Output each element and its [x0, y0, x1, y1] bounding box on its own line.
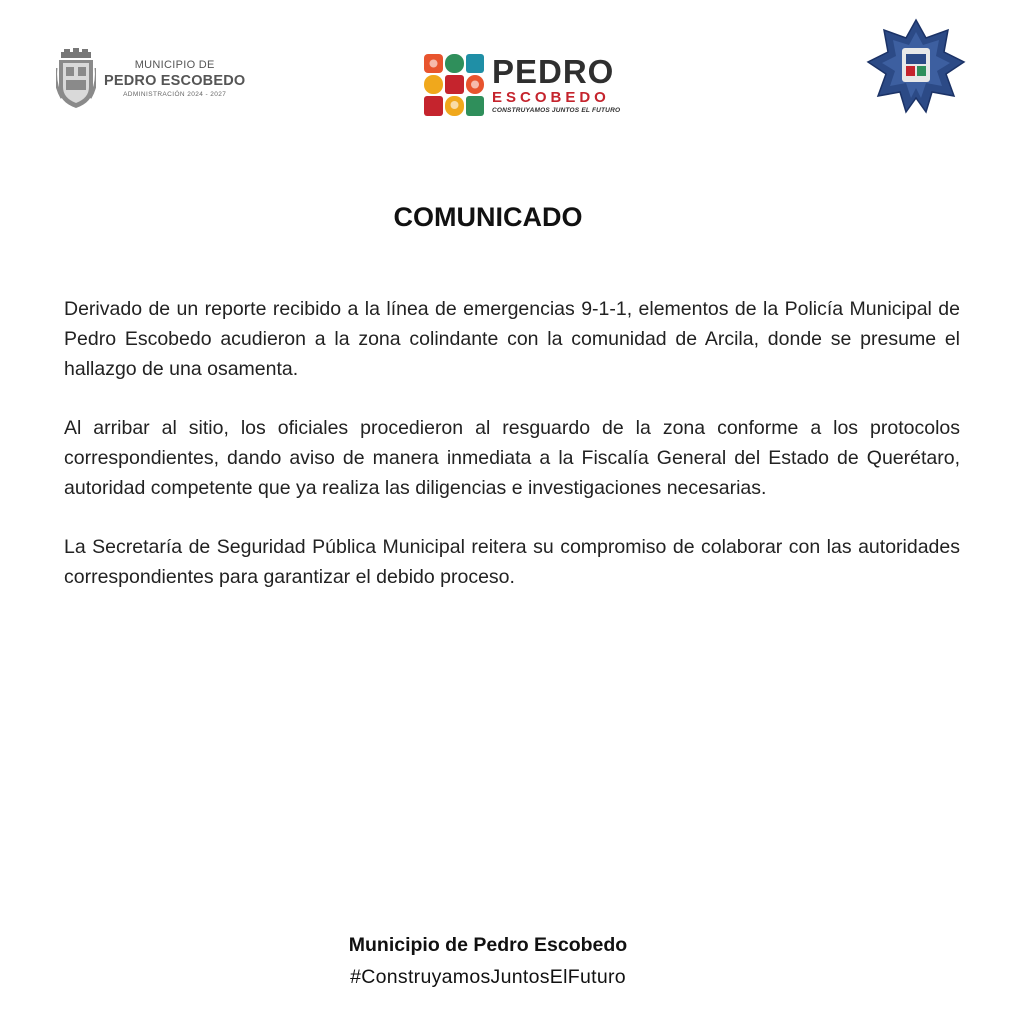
police-star-badge-icon: [866, 18, 966, 114]
brand-name: PEDRO: [492, 53, 615, 91]
municipal-logo-line2: PEDRO ESCOBEDO: [104, 72, 246, 89]
coat-of-arms-icon: [56, 48, 96, 110]
paragraph-3: La Secretaría de Seguridad Pública Municipal reitera su compromiso de colaborar con las autoridades correspondientes para garantizar el debido proceso.: [64, 536, 960, 588]
municipal-logo-line3: ADMINISTRACIÓN 2024 - 2027: [123, 91, 227, 98]
brand-slogan: CONSTRUYAMOS JUNTOS EL FUTURO: [492, 107, 621, 115]
footer: [0, 930, 976, 994]
paragraph-2: Al arribar al sitio, los oficiales procedieron al resguardo de la zona conforme a los protocolos correspondientes, dando aviso de manera inmediata a la Fiscalía General del Estado de Querétaro, autoridad competente que ya realiza las diligencias e investigaciones necesarias.: [64, 417, 960, 499]
brand-subname: ESCOBEDO: [492, 89, 610, 107]
footer-signature: Municipio de Pedro Escobedo: [348, 934, 628, 956]
municipal-logo: [56, 46, 256, 112]
communique-body: [64, 294, 960, 621]
page-title: COMUNICADO: [393, 202, 583, 232]
mosaic-emblem-icon: [424, 54, 484, 116]
paragraph-1: Derivado de un reporte recibido a la línea de emergencias 9-1-1, elementos de la Policía Municipal de Pedro Escobedo acudieron a la zona colindante con la comunidad de Arcila, donde se presume el hallazgo de una osamenta.: [64, 298, 960, 380]
footer-hashtag: #ConstruyamosJuntosElFuturo: [350, 966, 626, 988]
municipal-logo-line1: MUNICIPIO DE: [134, 58, 215, 71]
brand-logo: [424, 52, 624, 118]
